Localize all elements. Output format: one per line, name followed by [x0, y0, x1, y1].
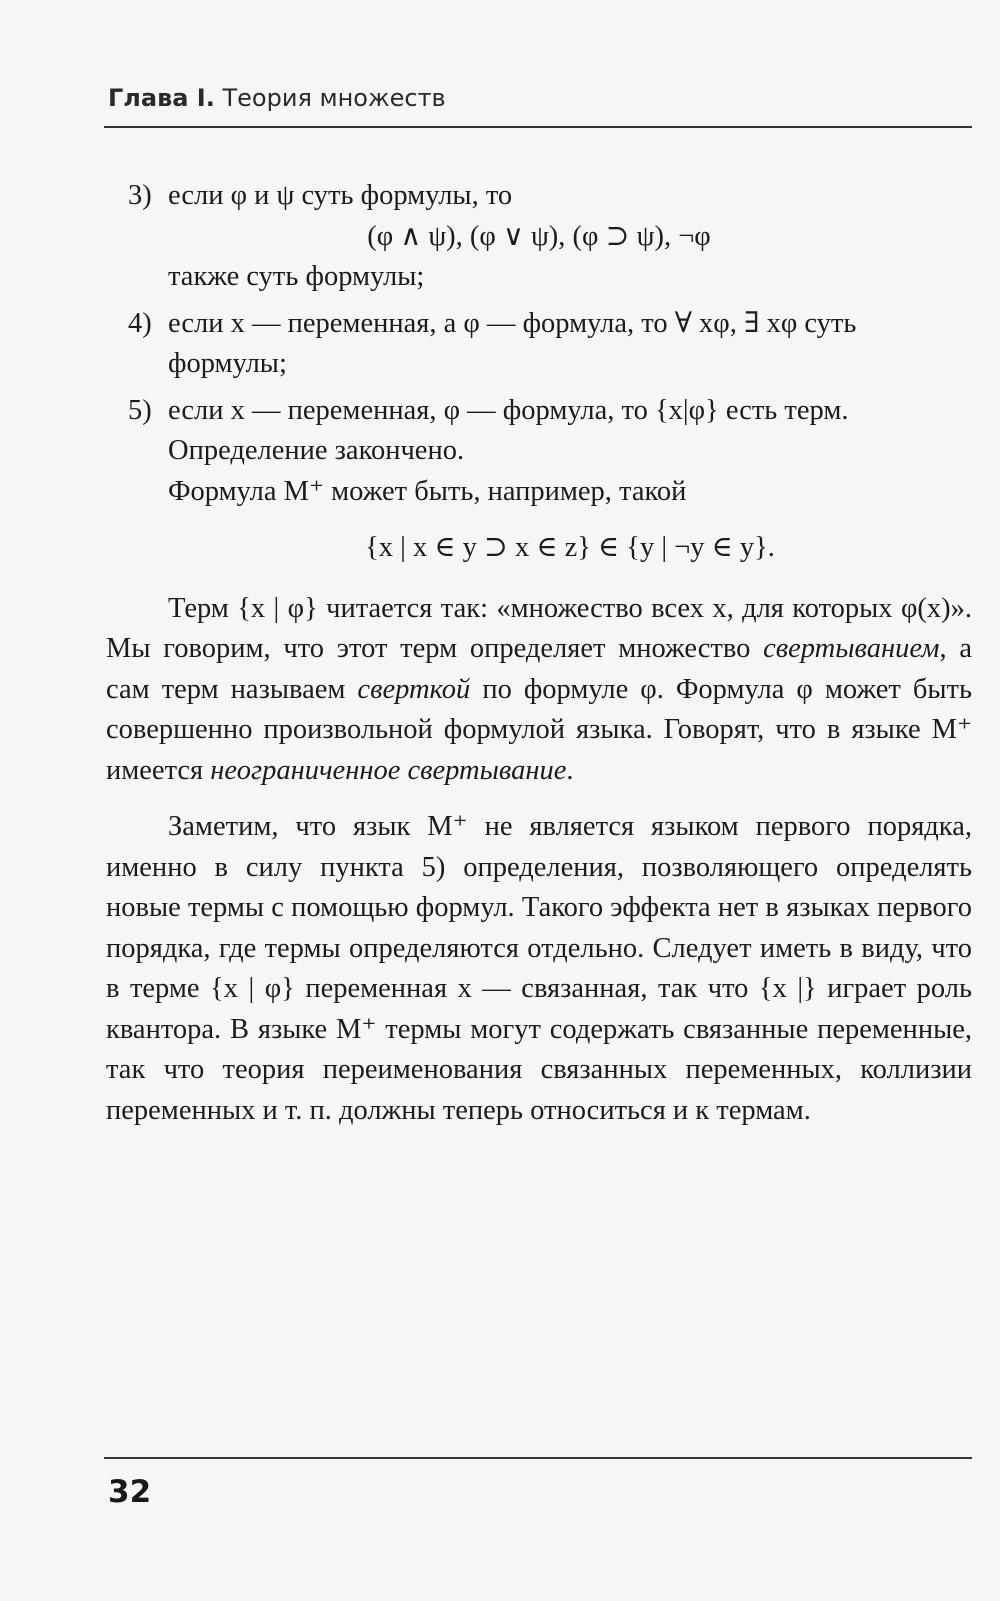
item-continuation: также суть формулы;: [168, 261, 425, 292]
term-emphasis: неограниченное свертывание: [210, 754, 567, 786]
paragraph-text: Терм {x | φ} читается так: «множество всех x, для которых φ(x)». Мы говорим, что этот терм определяет множество: [106, 592, 972, 664]
term-emphasis: свертыванием: [763, 633, 940, 664]
paragraph-text: , а сам терм называем: [106, 633, 972, 705]
example-formula: {x | x ∈ y ⊃ x ∈ z} ∈ {y | ¬y ∈ y}.: [365, 532, 775, 563]
chapter-label: Глава I.: [108, 84, 215, 112]
definition-end: Определение закончено.: [168, 435, 465, 466]
item-text: если x — переменная, а φ — формула, то ∀ xφ, ∃ xφ суть формулы;: [168, 307, 857, 379]
item-number: 3): [128, 180, 152, 211]
paragraph-text: .: [566, 754, 574, 786]
list-item: [106, 391, 972, 432]
item-text: если φ и ψ суть формулы, то: [168, 180, 513, 211]
header-rule: [104, 126, 972, 128]
paragraph-comprehension: [106, 589, 972, 792]
example-intro: Формула M⁺ может быть, например, такой: [168, 475, 687, 507]
item-text: если x — переменная, φ — формула, то {x|φ} есть терм.: [168, 394, 849, 426]
term-emphasis: сверткой: [357, 673, 471, 705]
chapter-title: Теория множеств: [222, 84, 446, 112]
page-number: 32: [108, 1474, 152, 1510]
list-item: [106, 304, 972, 385]
running-head: [108, 84, 446, 112]
footer-rule: [104, 1457, 972, 1459]
paragraph-text: по формуле φ. Формула φ может быть совершенно произвольной формулой языка. Говорят, что в языке M⁺ имеется: [106, 673, 972, 786]
paragraph-remark: Заметим, что язык M⁺ не является языком первого порядка, именно в силу пункта 5) определения, позволяющего определять новые термы с помощью формул. Такого эффекта нет в языках первого порядка, где термы определяются отдельно. Следует иметь в виду, что в терме {x | φ} переменная x — связанная, так что {x |} играет роль квантора. В языке M⁺ термы могут содержать связанные переменные, так что теория переименования связанных переменных, коллизии переменных и т. п. должны теперь относиться и к термам.: [106, 811, 972, 1126]
display-formula: (φ ∧ ψ), (φ ∨ ψ), (φ ⊃ ψ), ¬φ: [367, 220, 711, 252]
main-text: [106, 176, 972, 1131]
item-number: 5): [128, 394, 152, 426]
list-item: [106, 176, 972, 217]
item-number: 4): [128, 307, 152, 339]
